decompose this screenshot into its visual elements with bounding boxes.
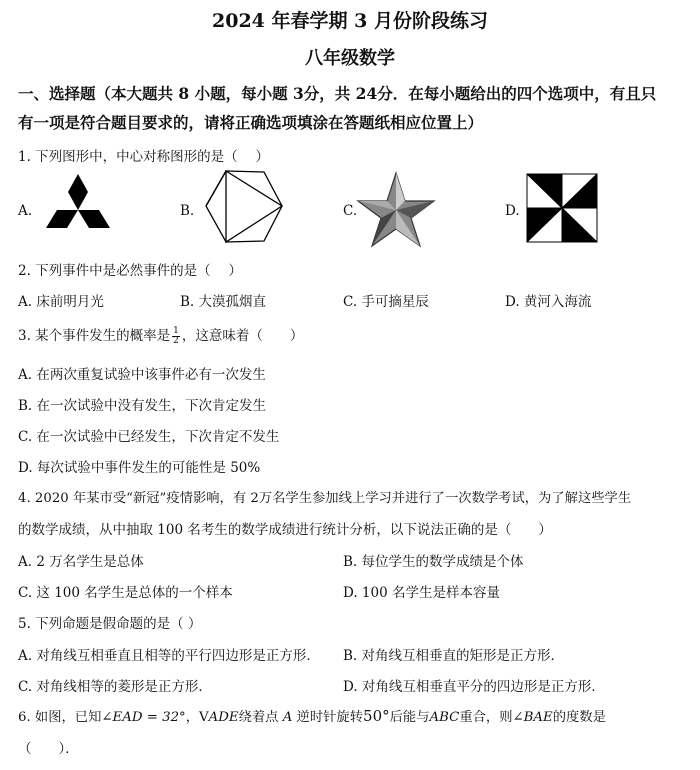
q6-rotation-degree: 50° (363, 707, 390, 725)
hexagon-triangle-icon (196, 168, 286, 248)
q4-stem-line2: 的数学成绩，从中抽取 100 名考生的数学成绩进行统计分析，以下说法正确的是（ ） (18, 522, 552, 538)
q4-stem-line1: 4. 2020 年某市受“新冠”疫情影响，有 2万名学生参加线上学习并进行了一次数学考试，为了解这些学生 (18, 491, 632, 506)
q3-option-b: B. 在一次试验中没有发生，下次肯定发生 (18, 398, 267, 414)
q3-fraction-denominator: 2 (173, 336, 179, 346)
q6-stem-line2: （ ）． (18, 741, 79, 757)
q1-option-b: B. (180, 203, 195, 219)
q6-text-6: 重合，则 (459, 710, 513, 725)
q5-option-c: C. 对角线相等的菱形是正方形． (18, 679, 212, 695)
q6-angle-bae: ∠BAE (512, 710, 553, 725)
q1-option-d: D. (505, 203, 520, 219)
q6-point-a: A (282, 710, 293, 725)
three-diamond-logo-icon (38, 172, 118, 246)
q2-option-d: D. 黄河入海流 (505, 294, 592, 310)
q3-stem-suffix: ，这意味着（ ） (181, 328, 304, 344)
q1-option-a: A. (18, 203, 33, 219)
q4-option-c: C. 这 100 名学生是总体的一个样本 (18, 585, 233, 601)
q6-stem-line1 (18, 706, 606, 725)
q1-stem: 1. 下列图形中，中心对称图形的是（ ） (18, 149, 269, 165)
q3-option-a: A. 在两次重复试验中该事件必有一次发生 (18, 367, 266, 383)
q6-triangle-abc: ABC (429, 710, 460, 725)
q3-option-c: C. 在一次试验中已经发生，下次肯定不发生 (18, 429, 280, 445)
q5-option-b: B. 对角线互相垂直的矩形是正方形． (343, 648, 565, 664)
section-heading-line2: 有一项是符合题目要求的，请将正确选项填涂在答题纸相应位置上） (18, 113, 484, 132)
page-title: 2024 年春学期 3 月份阶段练习 (212, 10, 488, 32)
q3-fraction-numerator: 1 (173, 326, 179, 336)
q6-triangle-ade: ADE (208, 710, 239, 725)
q2-stem: 2. 下列事件中是必然事件的是（ ） (18, 263, 242, 279)
q3-stem (18, 324, 303, 346)
page-subtitle: 八年级数学 (305, 48, 395, 69)
q6-text-1: 6. 如图，已知 (18, 710, 102, 725)
q5-stem: 5. 下列命题是假命题的是（ ） (18, 616, 202, 632)
pinwheel-icon (525, 172, 599, 244)
q6-text-7: 的度数是 (552, 710, 606, 725)
q4-option-a: A. 2 万名学生是总体 (18, 554, 144, 570)
q6-angle-ead: ∠EAD = 32° (101, 710, 186, 725)
q6-text-5: 后能与 (389, 710, 430, 725)
q3-option-d: D. 每次试验中事件发生的可能性是 50% (18, 460, 261, 476)
q2-option-a: A. 床前明月光 (18, 294, 104, 310)
q6-text-3: 绕着点 (238, 710, 283, 725)
section-heading-line1: 一、选择题（本大题共 8 小题，每小题 3分，共 24分．在每小题给出的四个选项中，有且只 (18, 84, 657, 103)
q6-text-4: 逆时针旋转 (292, 710, 364, 725)
q5-option-d: D. 对角线互相垂直平分的四边形是正方形． (343, 679, 605, 695)
q3-fraction (172, 327, 180, 346)
q4-option-d: D. 100 名学生是样本容量 (343, 585, 500, 601)
q2-option-c: C. 手可摘星辰 (343, 294, 429, 310)
q2-option-b: B. 大漠孤烟直 (180, 294, 267, 310)
q5-option-a: A. 对角线互相垂直且相等的平行四边形是正方形． (18, 648, 320, 664)
q3-stem-prefix: 3. 某个事件发生的概率是 (18, 328, 171, 344)
q4-option-b: B. 每位学生的数学成绩是个体 (343, 554, 524, 570)
q1-option-c: C. (343, 203, 358, 219)
q6-text-2: ，V (185, 710, 209, 725)
five-point-star-icon (354, 170, 438, 248)
